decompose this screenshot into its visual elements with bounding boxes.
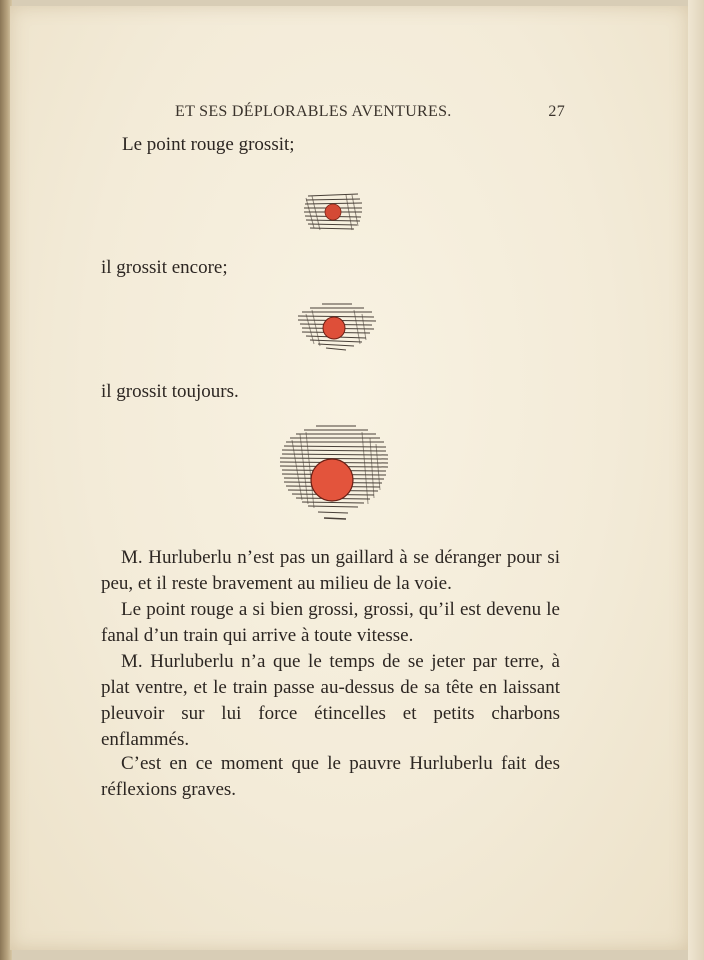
large-red-point-illustration: [276, 420, 392, 524]
page-edge: [688, 0, 704, 960]
page-number: 27: [548, 103, 565, 120]
text-line-third: il grossit toujours.: [101, 381, 239, 402]
paragraph-4: C’est en ce moment que le pauvre Hurluberlu fait des réflexions graves.: [101, 753, 560, 800]
paragraph-2: Le point rouge a si bien grossi, grossi, qu’il est devenu le fanal d’un train qui arrive à toute vitesse.: [101, 599, 560, 646]
text-line-second: il grossit encore;: [101, 257, 228, 278]
paragraph-1: M. Hurluberlu n’est pas un gaillard à se déranger pour si peu, et il reste bravement au milieu de la voie.: [101, 547, 560, 594]
running-title: ET SES DÉPLORABLES AVENTURES.: [175, 103, 452, 120]
medium-red-point-illustration: [292, 300, 378, 356]
small-red-point-illustration: [300, 190, 366, 236]
paragraph-3: M. Hurluberlu n’a que le temps de se jeter par terre, à plat ventre, et le train passe au-dessus de sa tête en laissant pleuvoir sur lui force étincelles et petits charbons enflammés.: [101, 651, 560, 750]
text-line-first: Le point rouge grossit;: [122, 134, 295, 155]
